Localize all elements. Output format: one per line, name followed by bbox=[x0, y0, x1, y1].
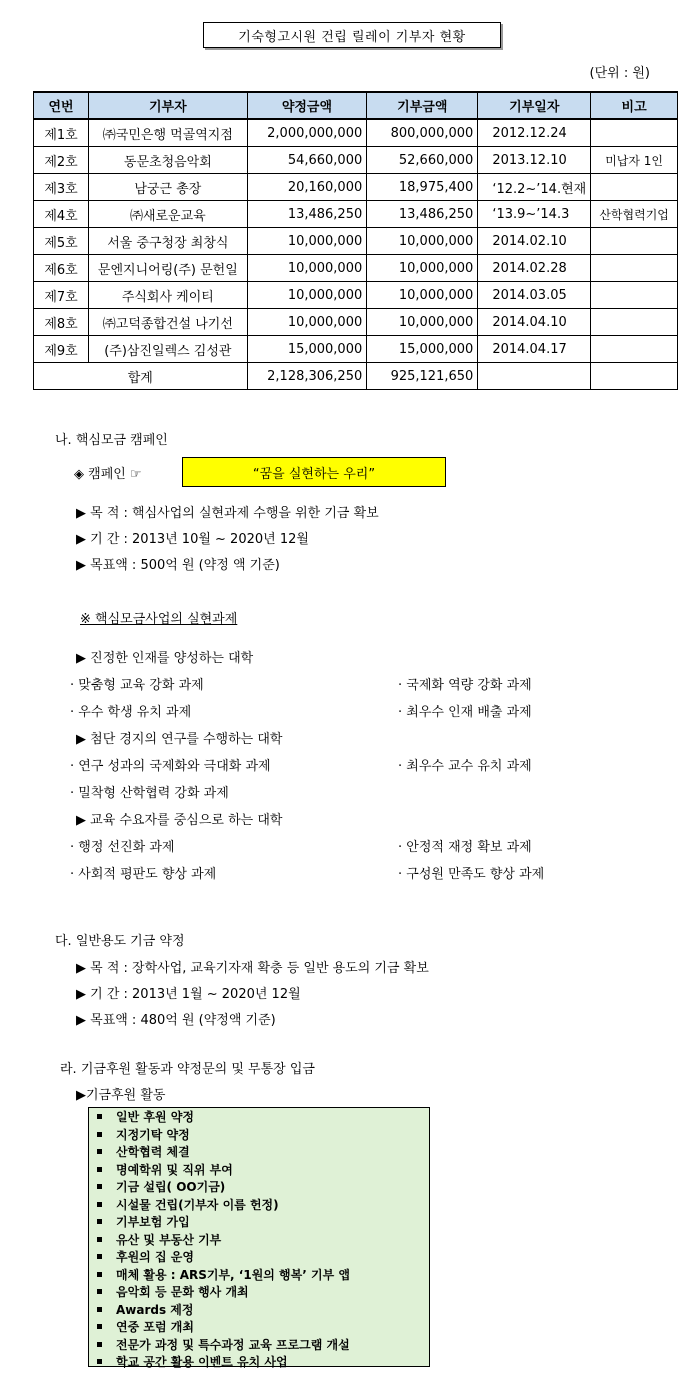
row-note: 산학협력기업 bbox=[591, 201, 678, 228]
list-item-text: 후원의 집 운영 bbox=[116, 1250, 194, 1264]
group1-item: · 국제화 역량 강화 과제 bbox=[398, 678, 532, 693]
group3-item: · 사회적 평판도 향상 과제 bbox=[70, 867, 217, 882]
row-donor: 남궁근 총장 bbox=[89, 174, 248, 201]
row-no: 제2호 bbox=[34, 147, 89, 174]
total-label: 합계 bbox=[34, 363, 248, 390]
bullet-square-icon bbox=[97, 1184, 102, 1189]
row-date: 2014.02.10 bbox=[478, 228, 591, 255]
row-donated: 13,486,250 bbox=[367, 201, 478, 228]
header-no: 연번 bbox=[34, 92, 89, 119]
row-pledge: 10,000,000 bbox=[247, 282, 367, 309]
list-item-text: 기금 설립( OO기금) bbox=[116, 1180, 226, 1194]
table-row bbox=[34, 174, 678, 201]
group3-item: · 구성원 만족도 향상 과제 bbox=[398, 867, 545, 882]
row-donor: 주식회사 케이티 bbox=[89, 282, 248, 309]
row-note bbox=[591, 336, 678, 363]
total-note bbox=[591, 363, 678, 390]
bullet-square-icon bbox=[97, 1149, 102, 1154]
campaign-slogan-box bbox=[182, 457, 446, 487]
list-item-text: 명예학위 및 직위 부여 bbox=[116, 1162, 233, 1177]
da-purpose: ▶ 목 적 : 장학사업, 교육기자재 확충 등 일반 용도의 기금 확보 bbox=[76, 961, 429, 976]
header-pledge: 약정금액 bbox=[247, 92, 367, 119]
bullet-square-icon bbox=[97, 1237, 102, 1242]
total-date bbox=[478, 363, 591, 390]
bullet-square-icon bbox=[97, 1324, 102, 1329]
row-pledge: 20,160,000 bbox=[247, 174, 367, 201]
na-subtitle: ※ 핵심모금사업의 실현과제 bbox=[80, 612, 238, 627]
group2-item: · 연구 성과의 국제화와 극대화 과제 bbox=[70, 759, 271, 774]
list-item bbox=[95, 1144, 429, 1162]
row-donor: ㈜새로운교육 bbox=[89, 201, 248, 228]
campaign-label: ◈ 캠페인 ☞ bbox=[74, 467, 142, 482]
row-no: 제9호 bbox=[34, 336, 89, 363]
bullet-square-icon bbox=[97, 1114, 102, 1119]
row-pledge: 10,000,000 bbox=[247, 228, 367, 255]
table-row bbox=[34, 147, 678, 174]
row-note bbox=[591, 255, 678, 282]
list-item bbox=[95, 1127, 429, 1145]
list-item-text: 산학협력 체결 bbox=[116, 1145, 190, 1159]
document-title: 기숙형고시원 건립 릴레이 기부자 현황 bbox=[203, 22, 501, 48]
row-note bbox=[591, 174, 678, 201]
group3-title: ▶ 교육 수요자를 중심으로 하는 대학 bbox=[76, 813, 283, 828]
row-note bbox=[591, 119, 678, 147]
list-item-text: 학교 공간 활용 이벤트 유치 사업 bbox=[116, 1355, 288, 1369]
row-donor: ㈜고덕종합건설 나기선 bbox=[89, 309, 248, 336]
bullet-square-icon bbox=[97, 1167, 102, 1172]
row-donated: 800,000,000 bbox=[367, 119, 478, 147]
header-donor: 기부자 bbox=[89, 92, 248, 119]
donor-table bbox=[33, 91, 678, 390]
table-row bbox=[34, 309, 678, 336]
header-date: 기부일자 bbox=[478, 92, 591, 119]
ra-subtitle: ▶기금후원 활동 bbox=[76, 1088, 166, 1103]
table-header-row bbox=[34, 92, 678, 119]
row-date: ‘13.9~’14.3 bbox=[478, 201, 591, 228]
campaign-slogan: “꿈을 실현하는 우리” bbox=[252, 466, 376, 482]
row-pledge: 15,000,000 bbox=[247, 336, 367, 363]
row-donated: 10,000,000 bbox=[367, 228, 478, 255]
list-item-text: 연중 포럼 개최 bbox=[116, 1320, 194, 1334]
row-no: 제1호 bbox=[34, 119, 89, 147]
group1-item: · 우수 학생 유치 과제 bbox=[70, 705, 192, 720]
row-note bbox=[591, 282, 678, 309]
list-item-text: 전문가 과정 및 특수과정 교육 프로그램 개설 bbox=[116, 1337, 350, 1352]
list-item-text: 시설물 건립(기부자 이름 헌정) bbox=[116, 1197, 279, 1212]
row-donated: 52,660,000 bbox=[367, 147, 478, 174]
row-date: 2014.02.28 bbox=[478, 255, 591, 282]
table-row bbox=[34, 228, 678, 255]
row-date: ‘12.2~’14.현재 bbox=[478, 174, 591, 201]
list-item-text: 유산 및 부동산 기부 bbox=[116, 1232, 222, 1247]
support-activities-box bbox=[88, 1107, 430, 1367]
row-date: 2013.12.10 bbox=[478, 147, 591, 174]
row-pledge: 10,000,000 bbox=[247, 309, 367, 336]
group2-item: · 밀착형 산학협력 강화 과제 bbox=[70, 786, 229, 801]
bullet-square-icon bbox=[97, 1307, 102, 1312]
na-period: ▶ 기 간 : 2013년 10월 ~ 2020년 12월 bbox=[76, 532, 309, 547]
section-da-title: 다. 일반용도 기금 약정 bbox=[55, 934, 185, 949]
row-no: 제6호 bbox=[34, 255, 89, 282]
da-target: ▶ 목표액 : 480억 원 (약정액 기준) bbox=[76, 1013, 276, 1028]
list-item bbox=[95, 1214, 429, 1232]
row-donated: 10,000,000 bbox=[367, 255, 478, 282]
bullet-square-icon bbox=[97, 1254, 102, 1259]
row-donor: 서울 중구청장 최창식 bbox=[89, 228, 248, 255]
table-row bbox=[34, 336, 678, 363]
row-donor: 문엔지니어링(주) 문헌일 bbox=[89, 255, 248, 282]
list-item bbox=[95, 1109, 429, 1127]
total-pledge: 2,128,306,250 bbox=[247, 363, 367, 390]
row-donor: ㈜국민은행 먹골역지점 bbox=[89, 119, 248, 147]
list-item-text: 일반 후원 약정 bbox=[116, 1110, 194, 1124]
list-item bbox=[95, 1197, 429, 1215]
table-row bbox=[34, 201, 678, 228]
row-donated: 18,975,400 bbox=[367, 174, 478, 201]
na-target: ▶ 목표액 : 500억 원 (약정 액 기준) bbox=[76, 558, 280, 573]
bullet-square-icon bbox=[97, 1219, 102, 1224]
row-no: 제4호 bbox=[34, 201, 89, 228]
row-note bbox=[591, 309, 678, 336]
list-item-text: 음악회 등 문화 행사 개최 bbox=[116, 1285, 249, 1299]
list-item bbox=[95, 1319, 429, 1337]
bullet-square-icon bbox=[97, 1342, 102, 1347]
table-row bbox=[34, 119, 678, 147]
group3-item: · 행정 선진화 과제 bbox=[70, 840, 175, 855]
row-note: 미납자 1인 bbox=[591, 147, 678, 174]
header-note: 비고 bbox=[591, 92, 678, 119]
list-item-text: 기부보험 가입 bbox=[116, 1215, 190, 1229]
row-pledge: 10,000,000 bbox=[247, 255, 367, 282]
list-item bbox=[95, 1232, 429, 1250]
row-no: 제5호 bbox=[34, 228, 89, 255]
table-total-row bbox=[34, 363, 678, 390]
list-item bbox=[95, 1284, 429, 1302]
row-pledge: 54,660,000 bbox=[247, 147, 367, 174]
row-donated: 15,000,000 bbox=[367, 336, 478, 363]
group1-item: · 맞춤형 교육 강화 과제 bbox=[70, 678, 204, 693]
header-donated: 기부금액 bbox=[367, 92, 478, 119]
group3-item: · 안정적 재정 확보 과제 bbox=[398, 840, 532, 855]
bullet-square-icon bbox=[97, 1202, 102, 1207]
row-donated: 10,000,000 bbox=[367, 309, 478, 336]
row-date: 2014.04.10 bbox=[478, 309, 591, 336]
total-donated: 925,121,650 bbox=[367, 363, 478, 390]
table-row bbox=[34, 282, 678, 309]
row-note bbox=[591, 228, 678, 255]
section-na-title: 나. 핵심모금 캠페인 bbox=[55, 433, 168, 448]
row-date: 2014.03.05 bbox=[478, 282, 591, 309]
list-item bbox=[95, 1337, 429, 1355]
da-period: ▶ 기 간 : 2013년 1월 ~ 2020년 12월 bbox=[76, 987, 301, 1002]
row-donor: (주)삼진일렉스 김성관 bbox=[89, 336, 248, 363]
section-ra-title: 라. 기금후원 활동과 약정문의 및 무통장 입금 bbox=[60, 1062, 315, 1077]
row-pledge: 13,486,250 bbox=[247, 201, 367, 228]
row-pledge: 2,000,000,000 bbox=[247, 119, 367, 147]
row-no: 제3호 bbox=[34, 174, 89, 201]
list-item-text: Awards 제정 bbox=[116, 1302, 194, 1317]
list-item bbox=[95, 1302, 429, 1320]
list-item bbox=[95, 1267, 429, 1285]
list-item bbox=[95, 1179, 429, 1197]
list-item bbox=[95, 1249, 429, 1267]
list-item bbox=[95, 1354, 429, 1372]
row-donated: 10,000,000 bbox=[367, 282, 478, 309]
row-donor: 동문초청음악회 bbox=[89, 147, 248, 174]
na-purpose: ▶ 목 적 : 핵심사업의 실현과제 수행을 위한 기금 확보 bbox=[76, 506, 379, 521]
unit-label: (단위 : 원) bbox=[589, 66, 650, 81]
group1-item: · 최우수 인재 배출 과제 bbox=[398, 705, 532, 720]
list-item-text: 지정기탁 약정 bbox=[116, 1127, 190, 1142]
group2-title: ▶ 첨단 경지의 연구를 수행하는 대학 bbox=[76, 732, 283, 747]
bullet-square-icon bbox=[97, 1289, 102, 1294]
bullet-square-icon bbox=[97, 1359, 102, 1364]
row-date: 2012.12.24 bbox=[478, 119, 591, 147]
row-no: 제8호 bbox=[34, 309, 89, 336]
table-row bbox=[34, 255, 678, 282]
list-item-text: 매체 활용 : ARS기부, ‘1원의 행복’ 기부 앱 bbox=[116, 1267, 350, 1282]
bullet-square-icon bbox=[97, 1272, 102, 1277]
row-no: 제7호 bbox=[34, 282, 89, 309]
bullet-square-icon bbox=[97, 1132, 102, 1137]
group1-title: ▶ 진정한 인재를 양성하는 대학 bbox=[76, 651, 254, 666]
group2-item: · 최우수 교수 유치 과제 bbox=[398, 759, 532, 774]
list-item bbox=[95, 1162, 429, 1180]
row-date: 2014.04.17 bbox=[478, 336, 591, 363]
